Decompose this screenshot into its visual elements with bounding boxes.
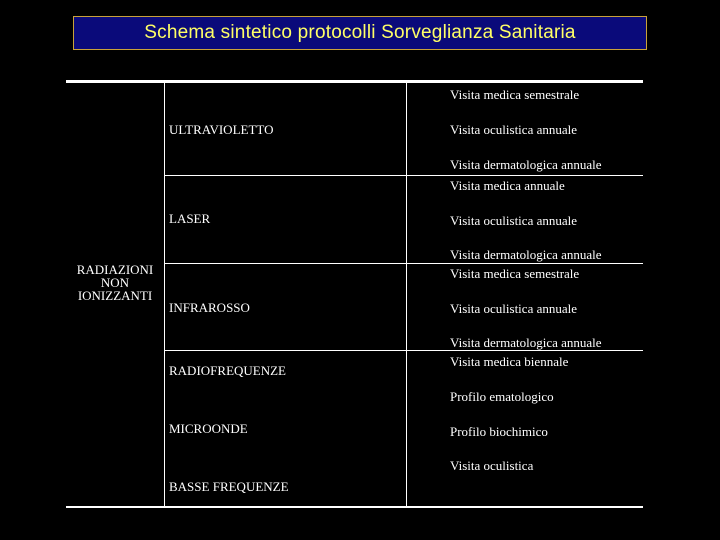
- category-line: IONIZZANTI: [77, 288, 153, 303]
- table-top-rule: [66, 80, 643, 83]
- protocol-label: Visita dermatologica annuale: [450, 157, 602, 172]
- protocol-label: Visita oculistica annuale: [450, 122, 578, 137]
- agent-label: LASER: [169, 211, 211, 226]
- protocol-label: Profilo ematologico: [450, 389, 554, 404]
- protocol-label: Visita medica semestrale: [450, 266, 580, 281]
- group-divider: [164, 263, 643, 264]
- protocol-label: Visita oculistica: [450, 458, 534, 473]
- protocol-label: Visita medica semestrale: [450, 87, 580, 102]
- protocol-label: Visita oculistica annuale: [450, 213, 578, 228]
- protocol-label: Visita medica annuale: [450, 178, 565, 193]
- column-divider: [406, 83, 407, 506]
- agent-label: ULTRAVIOLETTO: [169, 122, 274, 137]
- protocol-label: Visita dermatologica annuale: [450, 335, 602, 350]
- slide-title: Schema sintetico protocolli Sorveglianza Sanitaria: [144, 22, 576, 43]
- protocol-label: Profilo biochimico: [450, 424, 548, 439]
- group-divider: [164, 350, 643, 351]
- category-line: RADIAZIONI: [76, 262, 154, 277]
- agent-label: INFRAROSSO: [169, 300, 250, 315]
- table-bottom-rule: [66, 506, 643, 508]
- group-divider: [164, 175, 643, 176]
- agent-label: BASSE FREQUENZE: [169, 479, 289, 494]
- protocol-label: Visita medica biennale: [450, 354, 569, 369]
- category-line: NON: [100, 275, 130, 290]
- protocol-label: Visita dermatologica annuale: [450, 247, 602, 262]
- protocol-label: Visita oculistica annuale: [450, 301, 578, 316]
- protocol-table: [66, 80, 643, 508]
- category-cell: [66, 263, 164, 302]
- column-divider: [164, 83, 165, 506]
- slide-title-box: [73, 16, 647, 50]
- agent-label: RADIOFREQUENZE: [169, 363, 286, 378]
- agent-label: MICROONDE: [169, 421, 248, 436]
